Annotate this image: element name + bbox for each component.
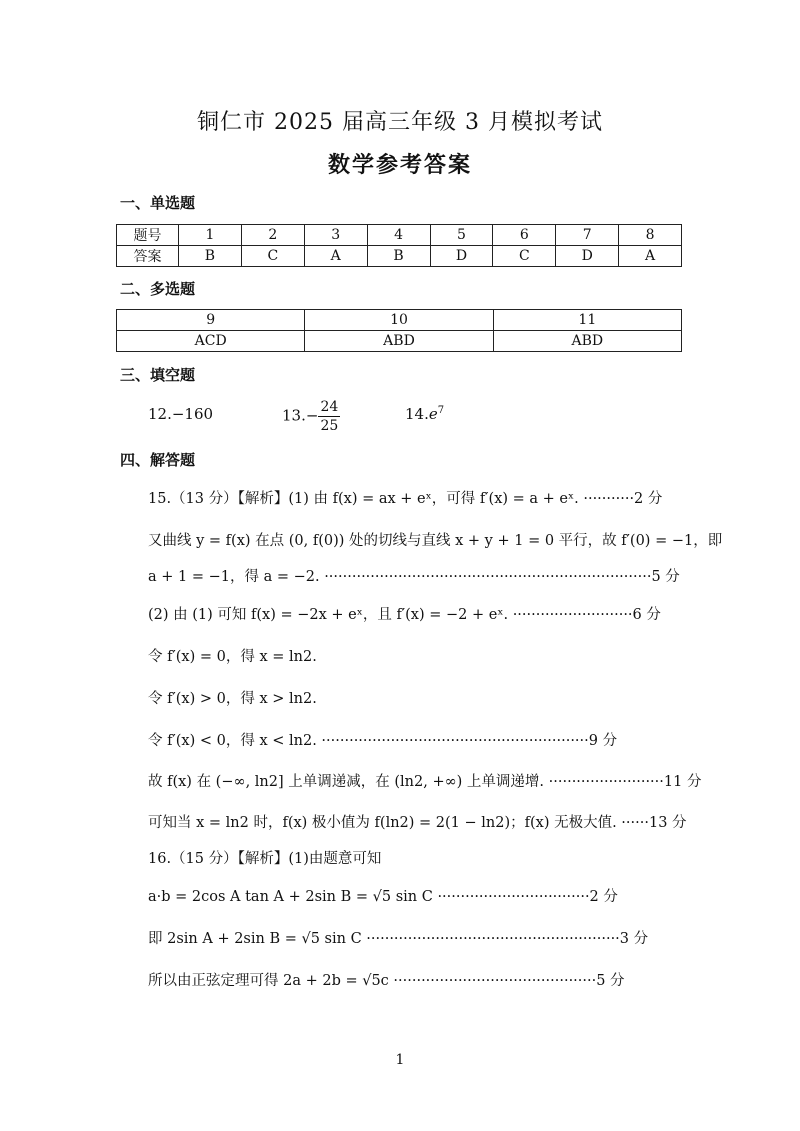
row-label: 答案 xyxy=(117,246,179,267)
table-row xyxy=(117,246,682,267)
table-cell: D xyxy=(430,246,493,267)
table-cell: 11 xyxy=(493,310,681,331)
row-label: 题号 xyxy=(117,225,179,246)
page-number: 1 xyxy=(395,1052,405,1068)
table-cell: ABD xyxy=(305,331,493,352)
table-cell: 7 xyxy=(556,225,619,246)
table-row xyxy=(117,225,682,246)
answer-q14 xyxy=(405,405,444,423)
table-cell: D xyxy=(556,246,619,267)
fraction xyxy=(318,398,340,435)
table-cell: B xyxy=(179,246,242,267)
solution-line: a·b = 2cos A tan A + 2sin B = √5 sin C ·································2 分 xyxy=(148,889,618,905)
solution-line: 令 f′(x) > 0，得 x > ln2. xyxy=(148,691,317,707)
solution-line: 又曲线 y = f(x) 在点 (0, f(0)) 处的切线与直线 x + y + 1 = 0 平行，故 f′(0) = −1，即 xyxy=(148,533,723,549)
solution-line: 即 2sin A + 2sin B = √5 sin C ·······················································3 分 xyxy=(148,931,649,947)
solution-line: 所以由正弦定理可得 2a + 2b = √5c ············································5 分 xyxy=(148,973,625,989)
section-heading-single-choice: 一、单选题 xyxy=(120,194,196,212)
table-cell: 9 xyxy=(117,310,305,331)
solution-line: 故 f(x) 在 (−∞, ln2] 上单调递减，在 (ln2, +∞) 上单调递增. ·························11 分 xyxy=(148,774,702,790)
page-subtitle: 数学参考答案 xyxy=(327,153,472,178)
single-choice-table xyxy=(116,224,682,267)
table-cell: 8 xyxy=(619,225,682,246)
multi-choice-table xyxy=(116,309,682,352)
answer-q14-base: e xyxy=(428,405,438,423)
table-cell: 6 xyxy=(493,225,556,246)
solution-line: a + 1 = −1，得 a = −2. ·······································································5 分 xyxy=(148,569,680,585)
solution-line: (2) 由 (1) 可知 f(x) = −2x + eˣ，且 f′(x) = −2 + eˣ. ··························6 分 xyxy=(148,607,661,623)
answer-q14-exponent: 7 xyxy=(437,405,445,416)
fraction-denominator: 25 xyxy=(320,418,339,434)
section-heading-multi-choice: 二、多选题 xyxy=(120,280,196,298)
section-heading-solutions: 四、解答题 xyxy=(120,451,196,469)
answer-q13-prefix: 13.− xyxy=(282,406,319,425)
table-cell: C xyxy=(493,246,556,267)
table-cell: A xyxy=(619,246,682,267)
table-cell: ACD xyxy=(117,331,305,352)
fraction-numerator: 24 xyxy=(320,399,339,415)
solution-line: 16.（15 分）【解析】(1)由题意可知 xyxy=(148,851,382,867)
table-cell: C xyxy=(241,246,304,267)
solution-line: 15.（13 分）【解析】(1) 由 f(x) = ax + eˣ，可得 f′(x) = a + eˣ. ···········2 分 xyxy=(148,491,663,507)
solution-line: 令 f′(x) < 0，得 x < ln2. ··························································9 分 xyxy=(148,733,618,749)
answer-q13 xyxy=(282,398,340,435)
answer-q14-prefix: 14. xyxy=(405,405,429,423)
solution-line: 可知当 x = ln2 时，f(x) 极小值为 f(ln2) = 2(1 − ln2)；f(x) 无极大值. ······13 分 xyxy=(148,815,687,831)
table-cell: 5 xyxy=(430,225,493,246)
table-cell: ABD xyxy=(493,331,681,352)
answer-q12: 12.−160 xyxy=(148,405,214,423)
table-cell: 4 xyxy=(367,225,430,246)
section-heading-fill-blank: 三、填空题 xyxy=(120,366,196,384)
table-cell: 1 xyxy=(179,225,242,246)
page-title: 铜仁市 2025 届高三年级 3 月模拟考试 xyxy=(197,110,603,135)
table-cell: 2 xyxy=(241,225,304,246)
table-cell: A xyxy=(304,246,367,267)
table-cell: 3 xyxy=(304,225,367,246)
table-row xyxy=(117,331,682,352)
table-cell: 10 xyxy=(305,310,493,331)
table-row xyxy=(117,310,682,331)
solution-line: 令 f′(x) = 0，得 x = ln2. xyxy=(148,649,317,665)
table-cell: B xyxy=(367,246,430,267)
